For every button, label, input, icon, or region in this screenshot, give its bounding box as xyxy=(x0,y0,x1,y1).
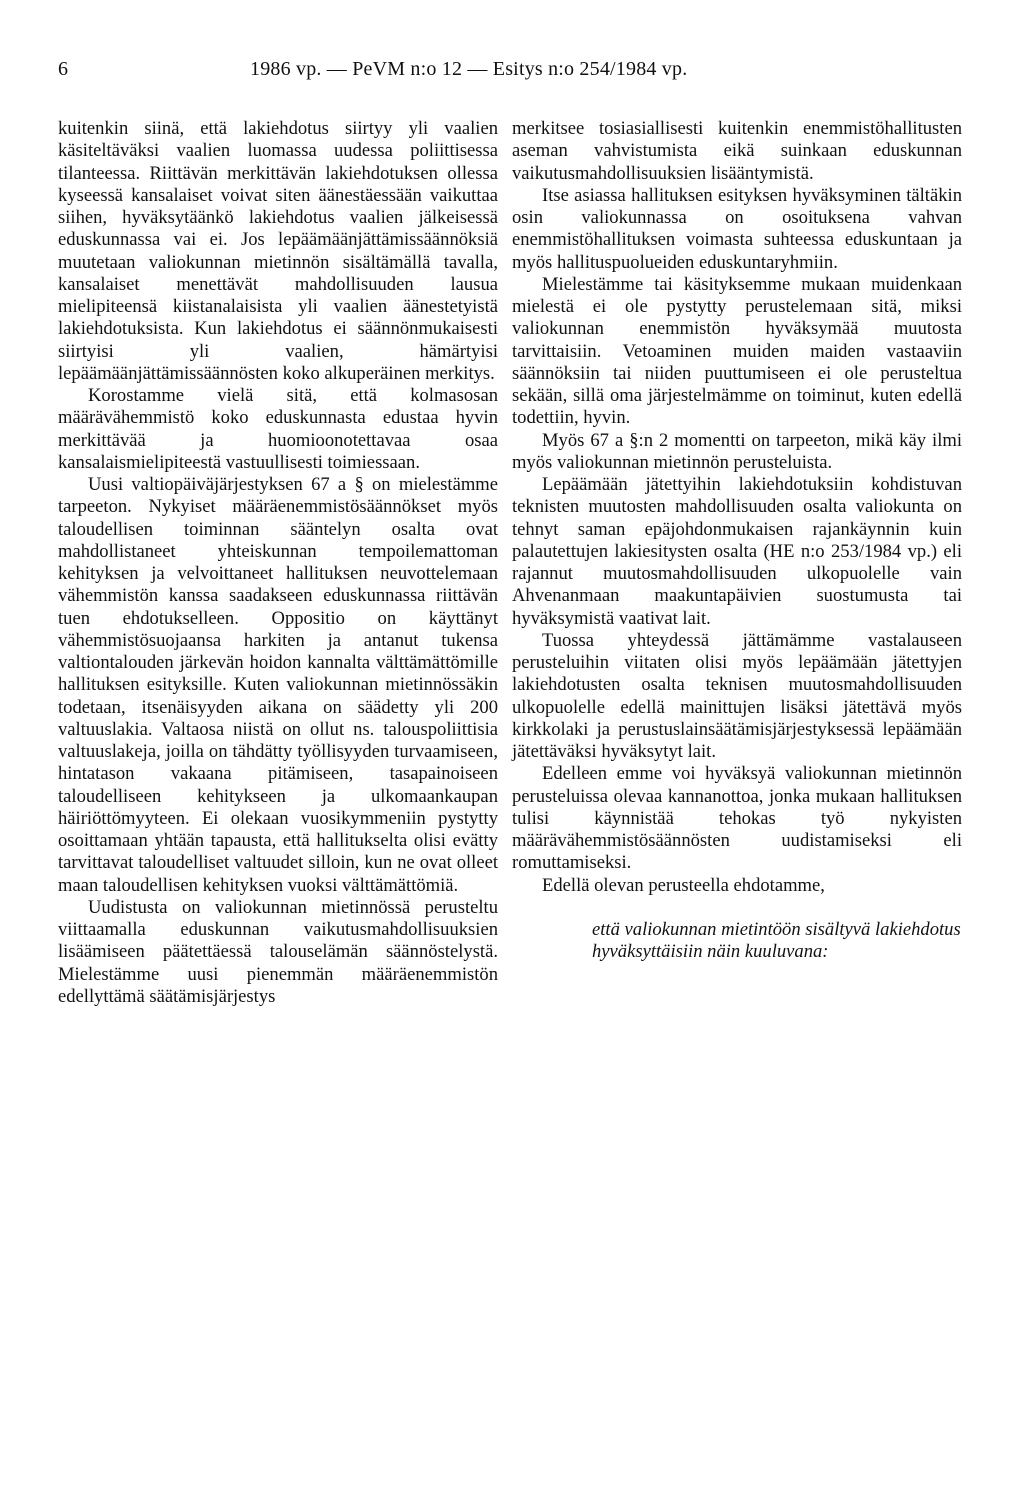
paragraph: Myös 67 a §:n 2 momentti on tarpeeton, mikä käy ilmi myös valiokunnan mietinnön perusteluista. xyxy=(512,429,962,473)
left-column xyxy=(58,118,498,1008)
proposal-statement: että valiokunnan mietintöön sisältyvä lakiehdotus hyväksyttäisiin näin kuuluvana: xyxy=(592,918,961,962)
paragraph: Itse asiassa hallituksen esityksen hyväksyminen tältäkin osin valiokunnassa on osoituksena vahvan enemmistöhallituksen voimasta suhteessa eduskuntaan ja myös hallituspuolueiden eduskuntaryhmiin. xyxy=(512,184,962,273)
running-header: 1986 vp. — PeVM n:o 12 — Esitys n:o 254/1984 vp. xyxy=(250,58,688,80)
paragraph: Uudistusta on valiokunnan mietinnössä perusteltu viittaamalla eduskunnan vaikutusmahdollisuuksien lisäämiseen päätettäessä talouselämän säännöstelystä. Mielestämme uusi pienemmän määräenemmistön edellyttämä säätämisjärjestys xyxy=(58,896,498,1007)
paragraph: Edellä olevan perusteella ehdotamme, xyxy=(542,874,825,896)
paragraph: Korostamme vielä sitä, että kolmasosan määrävähemmistö koko eduskunnasta edustaa hyvin merkittävää ja huomioonotettavaa osaa kansalaismielipiteestä vastuullisesti toimiessaan. xyxy=(58,385,498,473)
paragraph: Edelleen emme voi hyväksyä valiokunnan mietinnön perusteluissa olevaa kannanottoa, jonka mukaan hallituksen tulisi käynnistää tehokas työ nykyisten määrävähemmistösäännösten uudistamiseksi eli romuttamiseksi. xyxy=(512,763,962,874)
page-number: 6 xyxy=(58,58,68,80)
right-column xyxy=(512,118,962,963)
paragraph: Tuossa yhteydessä jättämämme vastalauseen perusteluihin viitaten olisi myös lepäämään jätettyjen lakiehdotusten osalta teknisen muutosmahdollisuuden ulkopuolelle edellä mainittujen lisäksi jätettävä myös kirkkolaki ja perustuslainsäätämisjärjestyksessä lepäämään jätettäväksi hyväksytyt lait. xyxy=(512,629,962,762)
paragraph: Uusi valtiopäiväjärjestyksen 67 a § on mielestämme tarpeeton. Nykyiset määräenemmistösäännökset myös taloudellisen toiminnan sääntelyn osalta ovat mahdollistaneet yhteiskunnan tempoilemattoman kehityksen ja velvoittaneet hallituksen neuvottelemaan vähemmistön kanssa saadakseen eduskunnassa riittävän tuen ehdotukselleen. Oppositio on käyttänyt vähemmistösuojaansa harkiten ja antanut tukensa valtiontalouden järkevän hoidon kannalta välttämättömille hallituksen esityksille. Kuten valiokunnan mietinnössäkin todetaan, itsenäisyyden aikana on säädetty yli 200 valtuuslakia. Valtaosa niistä on ollut ns. talouspoliittisia valtuuslakeja, joilla on tähdätty työllisyyden turvaamiseen, hintatason vakaana pitämiseen, tasapainoiseen taloudelliseen kehitykseen ja ulkomaankaupan häiriöttömyyteen. Ei olekaan vuosikymmeniin pystytty osoittamaan yhtään tapausta, että hallitukselta olisi evätty tarvittavat taloudelliset valtuudet silloin, kun ne ovat olleet maan taloudellisen kehityksen vuoksi välttämättömiä. xyxy=(58,474,498,896)
paragraph: Lepäämään jätettyihin lakiehdotuksiin kohdistuvan teknisten muutosten mahdollisuuden osalta valiokunta on tehnyt saman epäjohdonmukaisen rajankäynnin kuin palautettujen lakiesitysten osalta (HE n:o 253/1984 vp.) eli rajannut muutosmahdollisuuden ulkopuolelle vain Ahvenanmaan maakuntapäivien suostumusta tai hyväksymistä vaativat lait. xyxy=(512,474,962,629)
paragraph: Mielestämme tai käsityksemme mukaan muidenkaan mielestä ei ole pystytty perustelemaan sitä, miksi valiokunnan enemmistön hyväksymää muutosta tarvittaisiin. Vetoaminen muiden maiden vastaaviin säännöksiin tai niiden puuttumiseen ei ole perusteltua sekään, sillä oma järjestelmämme on toiminut, kuten edellä todettiin, hyvin. xyxy=(512,273,962,429)
paragraph: kuitenkin siinä, että lakiehdotus siirtyy yli vaalien käsiteltäväksi vaalien luomassa uudessa poliittisessa tilanteessa. Riittävän merkittävän lakiehdotuksen ollessa kyseessä kansalaiset voivat siten äänestäessään vaikuttaa siihen, hyväksytäänkö lakiehdotus vaalien jälkeisessä eduskunnassa vai ei. Jos lepäämäänjättämissäännöksiä muutetaan valiokunnan mietinnön sisältämällä tavalla, kansalaiset menettävät mahdollisuuden lausua mielipiteensä kiistanalaisista yli vaalien äänestetyistä lakiehdotuksista. Kun lakiehdotus ei säännönmukaisesti siirtyisi yli vaalien, hämärtyisi lepäämäänjättämissäännösten koko alkuperäinen merkitys. xyxy=(58,118,498,384)
paragraph: merkitsee tosiasiallisesti kuitenkin enemmistöhallitusten aseman vahvistumista eikä suinkaan eduskunnan vaikutusmahdollisuuksien lisääntymistä. xyxy=(512,118,962,184)
